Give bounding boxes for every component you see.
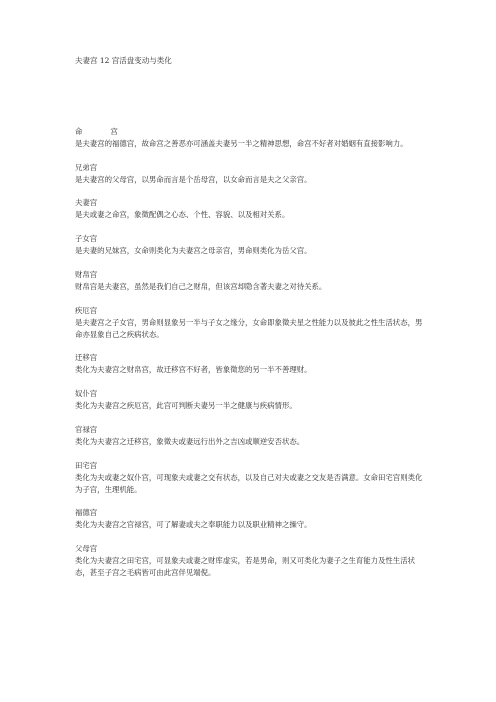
section-title: 官禄宫 bbox=[75, 424, 98, 434]
section-fumu-gong bbox=[75, 543, 427, 579]
section-body: 是夫妻宫的父母宫，以男命而言是个岳母宫，以女命而言是夫之父亲宫。 bbox=[75, 174, 312, 184]
section-title-text: 命 宫 bbox=[75, 127, 118, 136]
section-qianyi-gong bbox=[75, 352, 427, 376]
section-title: 父母宫 bbox=[75, 544, 98, 554]
section-body: 类化为夫妻宫之田宅宫，可显象夫或妻之财库虚实，若是男命，则又可类化为妻子之生育能力及性生活状态，甚至子宫之毛病皆可由此宫伴见端倪。 bbox=[75, 556, 415, 578]
section-title bbox=[75, 126, 427, 138]
section-caibo-gong bbox=[75, 269, 427, 293]
section-jie-gong bbox=[75, 305, 427, 341]
document-content bbox=[75, 126, 427, 591]
section-body: 类化为夫妻宫之官禄宫，可了解妻或夫之奉职能力以及职业精神之操守。 bbox=[75, 520, 312, 530]
section-body: 类化为夫或妻之奴仆宫，可现象夫或妻之交有状态，以及自己对夫或妻之交友是否满意。女命田宅宫则类化为子宫，生理机能。 bbox=[75, 472, 423, 494]
section-body: 类化为夫妻宫之疾厄宫，此宫可判断夫妻另一半之健康与疾病情形。 bbox=[75, 401, 297, 411]
section-title: 田宅宫 bbox=[75, 460, 98, 470]
section-body: 类化为夫妻宫之迁移宫，象徵夫或妻远行出外之吉凶或顺逆安否状态。 bbox=[75, 436, 305, 446]
section-title: 奴仆宫 bbox=[75, 389, 98, 399]
section-body: 是夫妻的兄妹宫，女命则类化为夫妻宫之母亲宫，男命则类化为岳父宫。 bbox=[75, 246, 312, 256]
section-nupu-gong bbox=[75, 388, 427, 412]
section-body: 是夫妻宫之子女宫，男命则显象另一半与子女之缘分，女命即象徵夫星之性能力以及彼此之性生活状态，男命亦显象自己之疾病状态。 bbox=[75, 317, 423, 339]
section-title: 兄弟宫 bbox=[75, 162, 98, 172]
section-title: 疾厄宫 bbox=[75, 305, 98, 315]
document-title: 夫妻宫 12 宫活盘变动与类化 bbox=[75, 56, 172, 65]
section-title: 财帛宫 bbox=[75, 269, 98, 279]
section-body: 类化为夫妻宫之财帛宫，故迁移宫不好者，皆象徵您的另一半不善理财。 bbox=[75, 365, 312, 375]
section-fude-gong bbox=[75, 507, 427, 531]
section-xiongdi-gong bbox=[75, 162, 427, 186]
section-body: 是夫妻宫的福德宫，故命宫之善恶亦可涵盖夫妻另一半之精神思想，命宫不好者对婚姻有直接影响力。 bbox=[75, 139, 408, 148]
section-title: 子女宫 bbox=[75, 234, 98, 244]
section-fuqi-gong bbox=[75, 197, 427, 221]
section-title: 福德宫 bbox=[75, 508, 98, 518]
section-body: 是夫或妻之命宫，象徵配偶之心态、个性、容貌、以及相对关系。 bbox=[75, 210, 290, 220]
section-title: 迁移宫 bbox=[75, 353, 98, 363]
section-body: 财帛宫是夫妻宫，虽然是我们自己之财帛，但该宫却隐含著夫妻之对待关系。 bbox=[75, 281, 327, 291]
section-title: 夫妻宫 bbox=[75, 198, 98, 208]
section-tianzhai-gong bbox=[75, 460, 427, 496]
section-guanlu-gong bbox=[75, 424, 427, 448]
section-ming-gong bbox=[75, 126, 427, 150]
section-zinv-gong bbox=[75, 233, 427, 257]
